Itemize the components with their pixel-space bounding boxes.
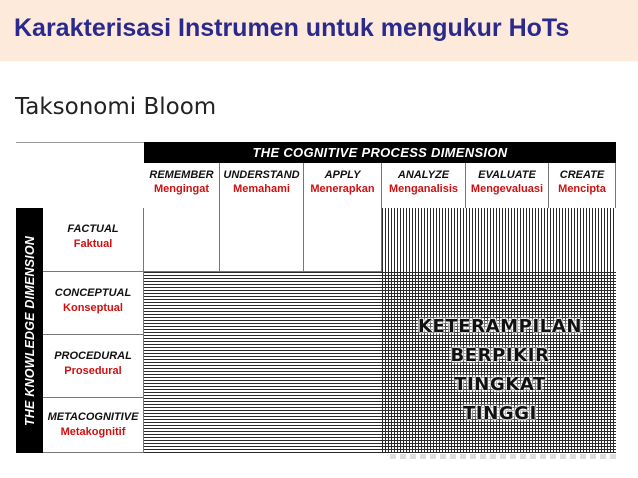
table-corner bbox=[16, 142, 144, 208]
cell-factual-understand bbox=[220, 208, 304, 272]
column-label-en: APPLY bbox=[324, 169, 361, 181]
column-header-remember bbox=[144, 163, 220, 209]
row-label-id: Konseptual bbox=[63, 302, 123, 314]
hots-line: TINGGI bbox=[463, 403, 537, 424]
row-header-procedural bbox=[43, 335, 144, 398]
title-bar bbox=[0, 0, 638, 61]
column-label-id: Menerapkan bbox=[310, 183, 375, 195]
column-label-id: Memahami bbox=[233, 183, 290, 195]
column-label-id: Mengingat bbox=[154, 183, 209, 195]
row-header-conceptual bbox=[43, 272, 144, 335]
row-header-metacognitive bbox=[43, 398, 144, 453]
slide-subtitle: Taksonomi Bloom bbox=[15, 94, 217, 120]
higher-order-factual-region bbox=[382, 208, 616, 272]
column-label-en: ANALYZE bbox=[397, 169, 450, 181]
knowledge-dimension-label: THE KNOWLEDGE DIMENSION bbox=[22, 235, 37, 426]
lower-order-region bbox=[144, 272, 382, 453]
knowledge-dimension-header bbox=[16, 208, 43, 453]
column-header-create bbox=[549, 163, 616, 209]
row-label-en: CONCEPTUAL bbox=[54, 287, 132, 299]
row-label-id: Prosedural bbox=[64, 365, 122, 377]
bloom-taxonomy-table bbox=[16, 142, 616, 453]
column-label-id: Mengevaluasi bbox=[470, 183, 544, 195]
column-label-id: Mencipta bbox=[558, 183, 606, 195]
hots-line: KETERAMPILAN bbox=[417, 316, 583, 337]
column-header-apply bbox=[304, 163, 382, 209]
column-label-en: CREATE bbox=[559, 169, 605, 181]
row-label-id: Faktual bbox=[73, 238, 113, 250]
row-label-en: PROCEDURAL bbox=[54, 350, 132, 362]
slide-title: Karakterisasi Instrumen untuk mengukur HoTs bbox=[14, 14, 570, 42]
faint-caption bbox=[390, 454, 620, 459]
hots-label bbox=[384, 312, 616, 428]
column-label-id: Menganalisis bbox=[388, 183, 459, 195]
cognitive-dimension-header: THE COGNITIVE PROCESS DIMENSION bbox=[144, 142, 616, 163]
column-label-en: EVALUATE bbox=[478, 169, 536, 181]
row-header-factual bbox=[43, 208, 144, 272]
cell-factual-remember bbox=[144, 208, 220, 272]
hots-line: TINGKAT bbox=[454, 374, 546, 395]
column-header-understand bbox=[220, 163, 304, 209]
column-label-en: REMEMBER bbox=[149, 169, 214, 181]
column-header-evaluate bbox=[466, 163, 549, 209]
row-label-id: Metakognitif bbox=[60, 426, 126, 438]
hots-line: BERPIKIR bbox=[450, 345, 550, 366]
row-label-en: METACOGNITIVE bbox=[47, 411, 139, 423]
column-label-en: UNDERSTAND bbox=[223, 169, 300, 181]
column-header-analyze bbox=[382, 163, 466, 209]
row-label-en: FACTUAL bbox=[67, 223, 119, 235]
cell-factual-apply bbox=[304, 208, 382, 272]
